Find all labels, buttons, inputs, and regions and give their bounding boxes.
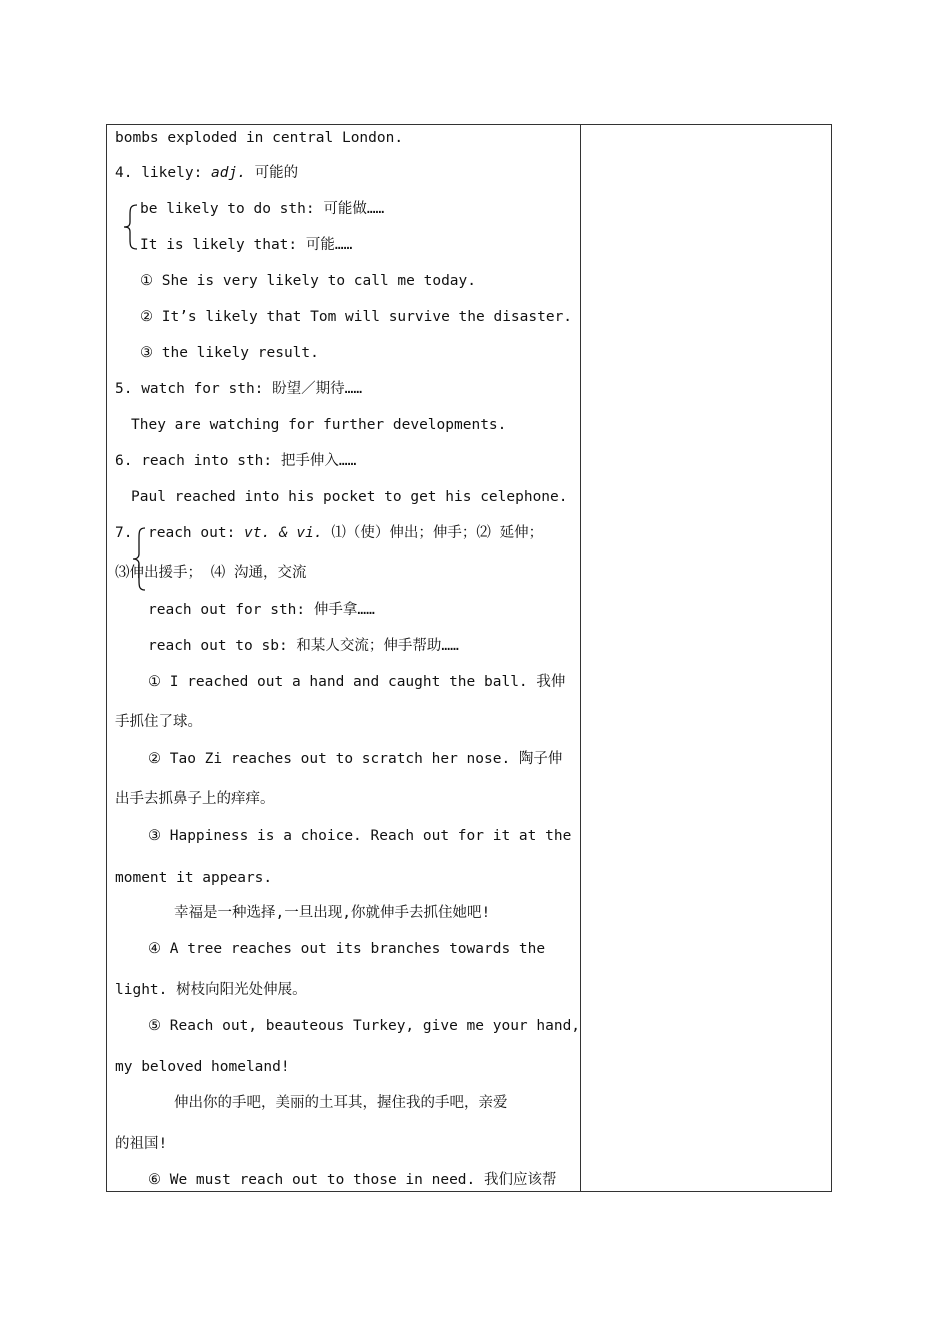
text-line: They are watching for further developments. xyxy=(131,417,507,433)
text-line: Paul reached into his pocket to get his celephone. xyxy=(131,489,568,505)
text-line: 7. xyxy=(115,525,133,541)
text-line xyxy=(148,523,543,543)
text-line: ① She is very likely to call me today. xyxy=(140,273,476,289)
text-line: ③ the likely result. xyxy=(140,345,319,361)
text-line: reach out to sb: 和某人交流；伸手帮助…… xyxy=(148,638,459,654)
text-line: bombs exploded in central London. xyxy=(115,130,404,146)
text-line: ④ A tree reaches out its branches towards the xyxy=(148,941,546,957)
text-line: 伸出你的手吧，美丽的土耳其，握住我的手吧，亲爱 xyxy=(174,1095,508,1111)
text-line: my beloved homeland! xyxy=(115,1059,290,1075)
text-span: adj. xyxy=(211,165,246,181)
text-span: vt. & vi. xyxy=(244,525,323,541)
text-line: ⑶伸出援手； ⑷ 沟通，交流 xyxy=(115,565,307,581)
text-line: ① I reached out a hand and caught the ball. 我伸 xyxy=(148,674,566,690)
text-line: be likely to do sth: 可能做…… xyxy=(140,201,385,217)
text-line: moment it appears. xyxy=(115,870,273,886)
text-line: 的祖国! xyxy=(115,1136,168,1152)
text-line: ⑤ Reach out, beauteous Turkey, give me your hand, xyxy=(148,1018,581,1034)
text-span: 可能的 xyxy=(245,165,299,181)
text-line: 幸福是一种选择,一旦出现,你就伸手去抓住她吧! xyxy=(174,905,491,921)
text-line: 6. reach into sth: 把手伸入…… xyxy=(115,453,357,469)
text-span: reach out: xyxy=(148,525,245,541)
text-line: 5. watch for sth: 盼望／期待…… xyxy=(115,381,363,397)
brace-icon xyxy=(122,203,140,251)
text-line xyxy=(115,163,298,183)
text-line: reach out for sth: 伸手拿…… xyxy=(148,602,375,618)
text-line: 手抓住了球。 xyxy=(115,714,202,730)
text-line: ③ Happiness is a choice. Reach out for it at the xyxy=(148,828,572,844)
text-line: ② It’s likely that Tom will survive the disaster. xyxy=(140,309,573,325)
text-span: 4. likely: xyxy=(115,165,212,181)
text-line: 出手去抓鼻子上的痒痒。 xyxy=(115,791,275,807)
column-divider xyxy=(580,125,581,1191)
text-span: ⑴（使）伸出；伸手；⑵ 延伸； xyxy=(322,525,544,541)
text-line: light. 树枝向阳光处伸展。 xyxy=(115,982,307,998)
text-line: It is likely that: 可能…… xyxy=(140,237,353,253)
text-line: ⑥ We must reach out to those in need. 我们应该帮 xyxy=(148,1172,557,1188)
text-line: ② Tao Zi reaches out to scratch her nose. 陶子伸 xyxy=(148,751,563,767)
